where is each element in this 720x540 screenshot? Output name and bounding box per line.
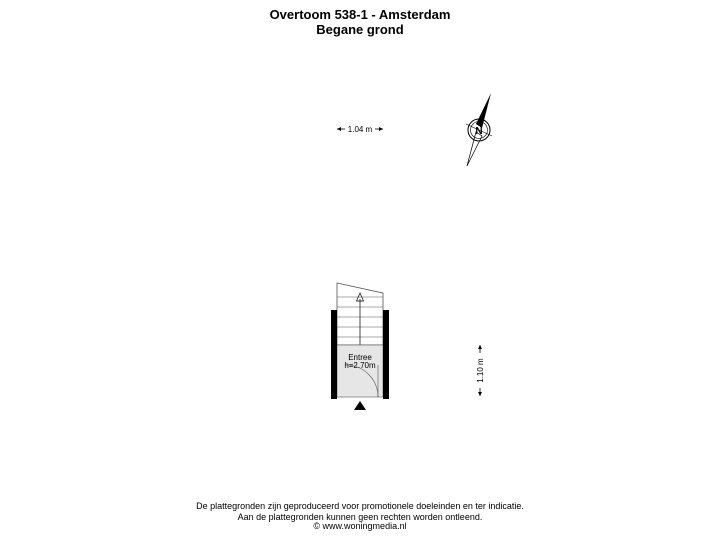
disclaimer-line-1: De plattegronden zijn geproduceerd voor promotionele doeleinden en ter indicatie. — [196, 501, 524, 511]
width-dimension — [337, 125, 383, 134]
room-height: h=2.70m — [344, 361, 376, 370]
room-entree — [337, 345, 383, 397]
compass-rose — [466, 93, 492, 166]
entrance-marker-icon — [354, 401, 366, 410]
height-arrow-top-icon — [478, 345, 482, 349]
plan-title: Overtoom 538-1 - Amsterdam — [269, 7, 451, 22]
disclaimer-line-2: Aan de plattegronden kunnen geen rechten worden ontleend. — [237, 512, 483, 522]
copyright: © www.woningmedia.nl — [313, 521, 407, 531]
width-label: 1.04 m — [347, 125, 373, 134]
height-label: 1.10 m — [476, 358, 485, 383]
width-arrow-right-icon — [379, 127, 383, 131]
wall-right — [383, 310, 389, 399]
floor-name: Begane grond — [316, 22, 404, 37]
height-arrow-bottom-icon — [478, 392, 482, 396]
width-arrow-left-icon — [337, 127, 341, 131]
compass-north-letter: N — [475, 126, 483, 137]
height-dimension — [476, 345, 485, 396]
wall-left — [331, 310, 337, 399]
staircase — [337, 283, 383, 352]
room-name: Entree — [348, 353, 372, 362]
